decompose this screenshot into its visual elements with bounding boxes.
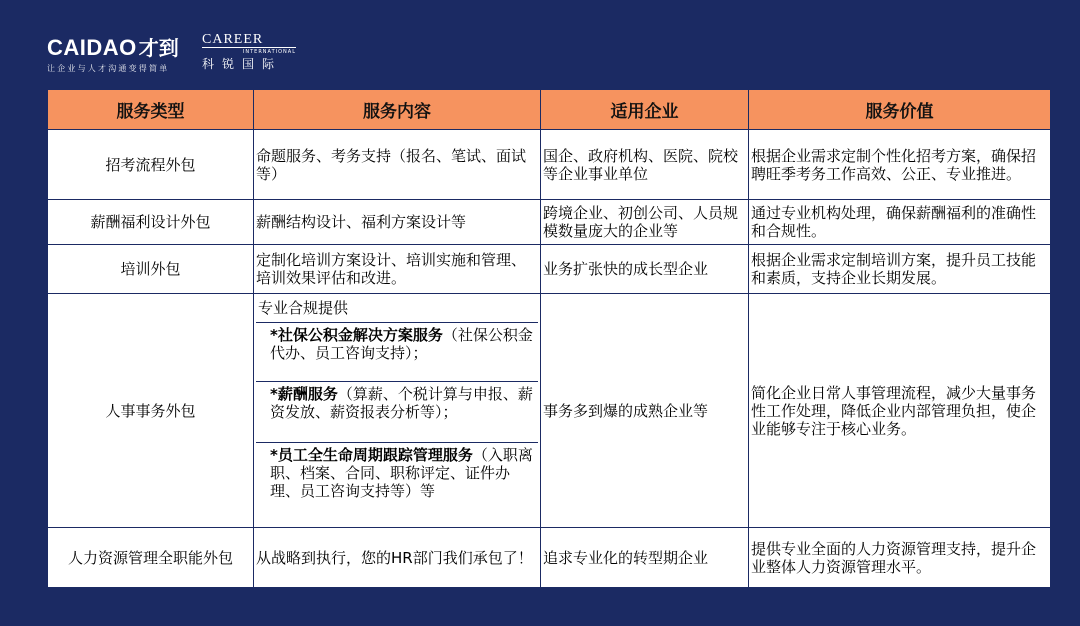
career-logo-sub: INTERNATIONAL [202, 47, 296, 56]
table-row [48, 200, 1051, 245]
content-intro: 专业合规提供 [256, 296, 538, 323]
content-item-title: *社保公积金解决方案服务 [270, 326, 443, 344]
caidao-logo [47, 32, 179, 74]
row-type: 人力资源管理全职能外包 [48, 528, 254, 588]
row-suitable: 追求专业化的转型期企业 [541, 528, 749, 588]
column-header-suitable: 适用企业 [541, 90, 749, 130]
content-item-detail: （入职离职、档案、合同、职称评定、证件办理、员工咨询支持等）等 [270, 446, 533, 500]
row-content: 从战略到执行，您的HR部门我们承包了！ [254, 528, 541, 588]
service-table [47, 89, 1051, 588]
row-value: 简化企业日常人事管理流程，减少大量事务性工作处理，降低企业内部管理负担，使企业能够专注于核心业务。 [749, 294, 1051, 528]
row-suitable: 业务扩张快的成长型企业 [541, 245, 749, 294]
row-suitable: 跨境企业、初创公司、人员规模数量庞大的企业等 [541, 200, 749, 245]
content-item-detail: （社保公积金代办、员工咨询支持）； [270, 326, 533, 362]
table-row [48, 528, 1051, 588]
content-item [256, 323, 538, 382]
table-row [48, 294, 1051, 528]
career-logo-cn: 科锐国际 [202, 57, 283, 71]
page-header [0, 0, 1080, 86]
table-row [48, 130, 1051, 200]
row-value: 通过专业机构处理，确保薪酬福利的准确性和合规性。 [749, 200, 1051, 245]
row-value: 提供专业全面的人力资源管理支持，提升企业整体人力资源管理水平。 [749, 528, 1051, 588]
column-header-value: 服务价值 [749, 90, 1051, 130]
content-item-detail: （算薪、个税计算与申报、薪资发放、薪资报表分析等）； [270, 385, 533, 421]
table-header-row [48, 90, 1051, 130]
content-item [256, 443, 538, 525]
career-logo-word: CAREER [202, 32, 264, 47]
row-type: 招考流程外包 [48, 130, 254, 200]
content-item [256, 382, 538, 443]
row-type: 薪酬福利设计外包 [48, 200, 254, 245]
row-value: 根据企业需求定制个性化招考方案，确保招聘旺季考务工作高效、公正、专业推进。 [749, 130, 1051, 200]
caidao-logo-cn: 才到 [138, 36, 179, 60]
row-content: 定制化培训方案设计、培训实施和管理、培训效果评估和改进。 [254, 245, 541, 294]
row-content [254, 294, 541, 528]
caidao-logo-word: CAIDAO [47, 35, 137, 60]
content-item-title: *薪酬服务 [270, 385, 338, 403]
column-header-content: 服务内容 [254, 90, 541, 130]
column-header-type: 服务类型 [48, 90, 254, 130]
row-suitable: 事务多到爆的成熟企业等 [541, 294, 749, 528]
career-international-logo [202, 33, 296, 71]
row-type: 培训外包 [48, 245, 254, 294]
row-value: 根据企业需求定制培训方案，提升员工技能和素质，支持企业长期发展。 [749, 245, 1051, 294]
row-type: 人事事务外包 [48, 294, 254, 528]
content-item-title: *员工全生命周期跟踪管理服务 [270, 446, 473, 464]
caidao-slogan: 让企业与人才沟通变得简单 [47, 64, 170, 73]
row-content: 命题服务、考务支持（报名、笔试、面试等） [254, 130, 541, 200]
table-row [48, 245, 1051, 294]
row-content: 薪酬结构设计、福利方案设计等 [254, 200, 541, 245]
row-suitable: 国企、政府机构、医院、院校等企业事业单位 [541, 130, 749, 200]
